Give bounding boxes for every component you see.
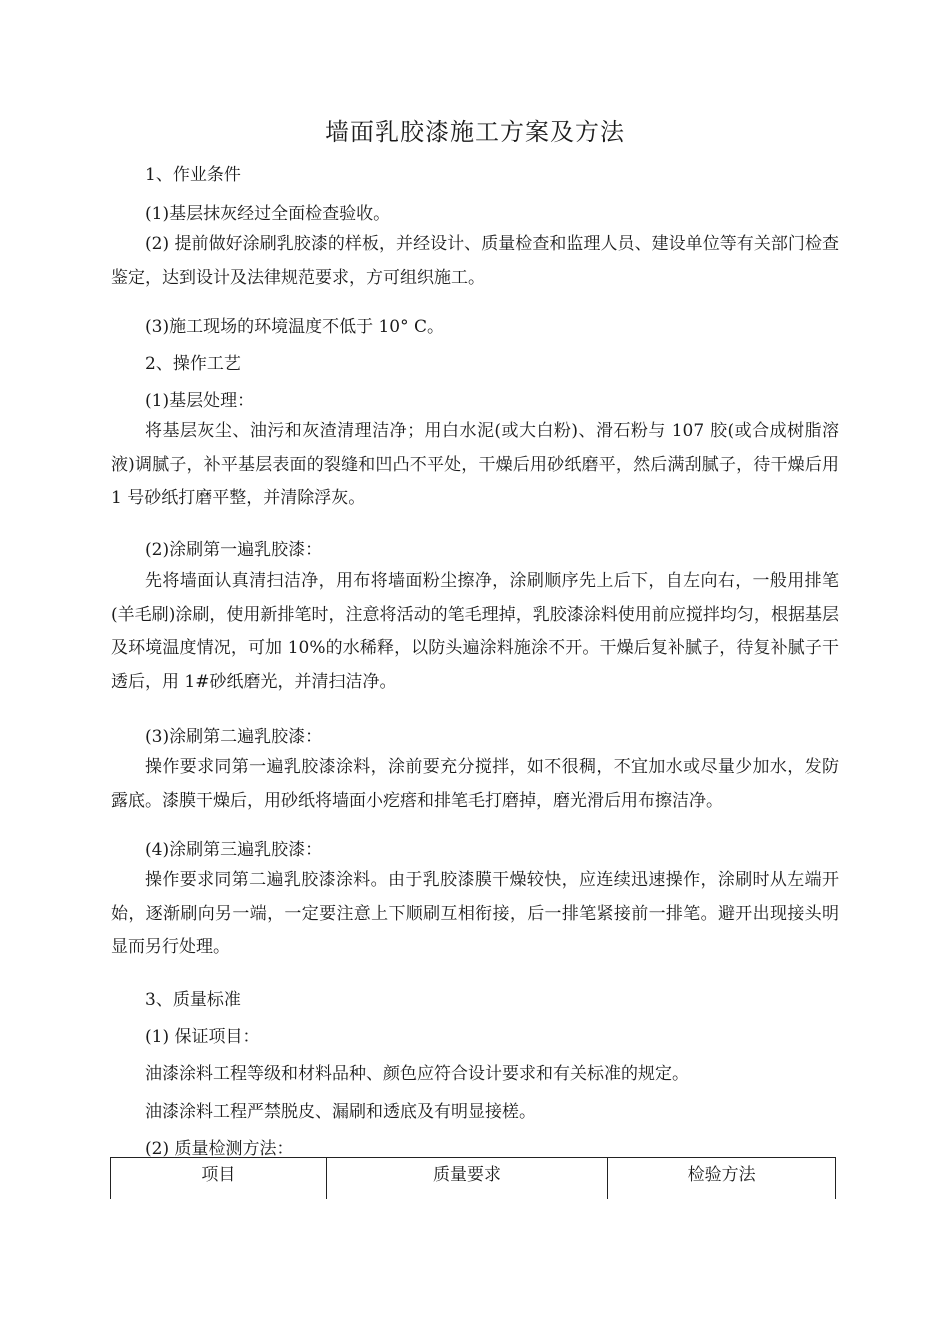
quality-inspection-table [110, 1157, 836, 1199]
section-1-item-1: (1)基层抹灰经过全面检查验收。 [145, 204, 391, 224]
section-3-heading: 3、质量标准 [145, 990, 241, 1010]
section-2-sub-2-text: 先将墙面认真清扫洁净，用布将墙面粉尘擦净，涂刷顺序先上后下，自左向右，一般用排笔(羊毛刷)涂刷，使用新排笔时，注意将活动的笔毛理掉，乳胶漆涂料使用前应搅拌均匀，根据基层及环境温度情况，可加 10%的水稀释，以防头遍涂料施涂不开。干燥后复补腻子，待复补腻子干透后，用 1#砂纸磨光，并清扫洁净。 [111, 571, 839, 692]
section-2-sub-2-body [111, 565, 839, 699]
table-header-row [111, 1158, 836, 1200]
section-2-sub-4: (4)涂刷第三遍乳胶漆： [145, 840, 323, 860]
section-2-sub-1-text: 将基层灰尘、油污和灰渣清理洁净；用白水泥(或大白粉)、滑石粉与 107 胶(或合成树脂溶液)调腻子，补平基层表面的裂缝和凹凸不平处，干燥后用砂纸磨平，然后满刮腻子，待干燥后用 1 号砂纸打磨平整，并清除浮灰。 [111, 421, 839, 508]
section-2-sub-2: (2)涂刷第一遍乳胶漆： [145, 540, 323, 560]
table-header-method: 检验方法 [608, 1158, 836, 1200]
section-2-sub-1-body [111, 415, 839, 516]
section-1-item-2-text: (2) 提前做好涂刷乳胶漆的样板，并经设计、质量检查和监理人员、建设单位等有关部门检查鉴定，达到设计及法律规范要求，方可组织施工。 [111, 234, 839, 288]
section-2-sub-1: (1)基层处理： [145, 391, 255, 411]
section-1-item-2 [111, 228, 839, 295]
section-2-heading: 2、操作工艺 [145, 354, 241, 374]
section-2-sub-4-body [111, 864, 839, 965]
page-title: 墙面乳胶漆施工方案及方法 [325, 118, 625, 146]
section-3-sub-2: (2) 质量检测方法： [145, 1139, 294, 1159]
section-2-sub-3-text: 操作要求同第一遍乳胶漆涂料，涂前要充分搅拌，如不很稠，不宜加水或尽量少加水，发防露底。漆膜干燥后，用砂纸将墙面小疙瘩和排笔毛打磨掉，磨光滑后用布擦洁净。 [111, 757, 839, 811]
section-2-sub-4-text: 操作要求同第二遍乳胶漆涂料。由于乳胶漆膜干燥较快，应连续迅速操作，涂刷时从左端开始，逐渐刷向另一端，一定要注意上下顺刷互相衔接，后一排笔紧接前一排笔。避开出现接头明显而另行处理。 [111, 870, 839, 957]
table-header-requirement: 质量要求 [326, 1158, 608, 1200]
section-1-heading: 1、作业条件 [145, 165, 241, 185]
section-3-sub-1-line-2: 油漆涂料工程严禁脱皮、漏刷和透底及有明显接槎。 [145, 1102, 536, 1122]
section-2-sub-3-body [111, 751, 839, 818]
section-1-item-3: (3)施工现场的环境温度不低于 10° C。 [145, 317, 445, 337]
section-2-sub-3: (3)涂刷第二遍乳胶漆： [145, 727, 323, 747]
table-header-item: 项目 [111, 1158, 327, 1200]
section-3-sub-1: (1) 保证项目： [145, 1027, 260, 1047]
section-3-sub-1-line-1: 油漆涂料工程等级和材料品种、颜色应符合设计要求和有关标准的规定。 [145, 1064, 689, 1084]
